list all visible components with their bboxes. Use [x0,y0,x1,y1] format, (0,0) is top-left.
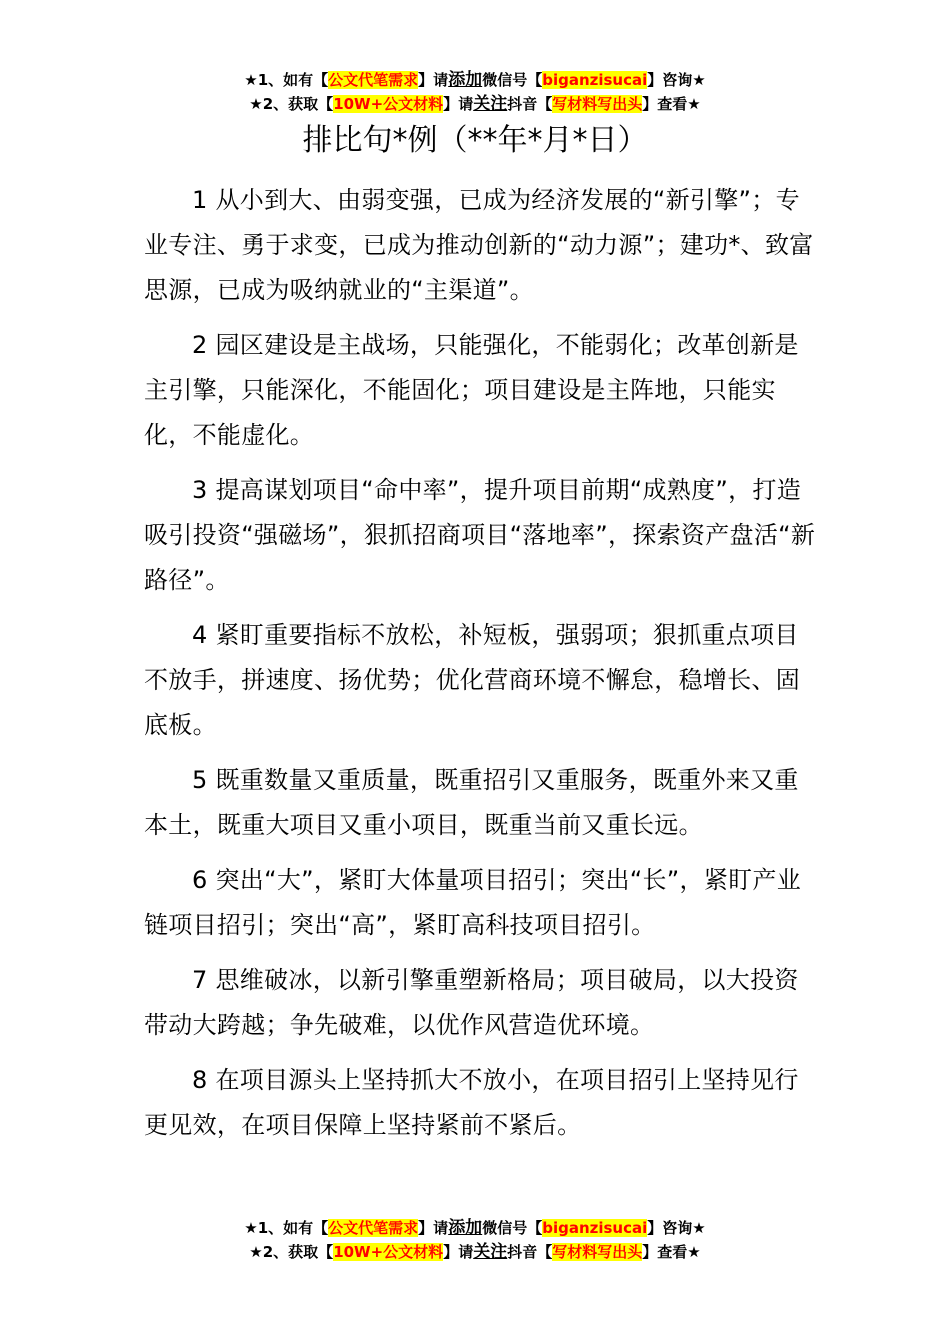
header-notice [0,68,950,116]
notice-line-1 [0,1216,950,1240]
paragraph-7: 7 思维破冰，以新引擎重塑新格局；项目破局，以大投资带动大跨越；争先破难，以优作风营造优环境。 [144,966,799,1039]
paragraph-4: 4 紧盯重要指标不放松，补短板，强弱项；狠抓重点项目不放手，拼速度、扬优势；优化营商环境不懈怠，稳增长、固底板。 [144,621,801,739]
notice-text: 】请 [418,71,449,89]
paragraph-1: 1 从小到大、由弱变强，已成为经济发展的“新引擎”；专业专注、勇于求变，已成为推动创新的“动力源”；建功*、致富思源，已成为吸纳就业的“主渠道”。 [144,186,814,304]
notice-highlight: 10W+公文材料 [333,95,444,113]
notice-text: 微信号【 [482,71,543,89]
notice-text: 】咨询★ [647,71,706,89]
notice-highlight: 写材料写出头 [552,95,643,113]
notice-line-1 [0,68,950,92]
notice-text: ★1、如有【 [244,71,329,89]
notice-text: 抖音【 [507,95,553,113]
notice-highlight: biganzisucai [542,1219,648,1237]
paragraph-8: 8 在项目源头上坚持抓大不放小，在项目招引上坚持见行更见效，在项目保障上坚持紧前不紧后。 [144,1066,799,1139]
footer-notice [0,1216,950,1264]
notice-text: ★2、获取【 [249,1243,334,1261]
notice-highlight: 公文代笔需求 [328,71,419,89]
notice-text: 】咨询★ [647,1219,706,1237]
notice-emphasis: 关注 [473,1242,508,1262]
notice-text: 】请 [443,95,474,113]
notice-text: ★1、如有【 [244,1219,329,1237]
notice-text: ★2、获取【 [249,95,334,113]
notice-highlight: 写材料写出头 [552,1243,643,1261]
notice-line-2 [0,92,950,116]
page-title: 排比句*例（**年*月*日） [302,123,648,158]
notice-highlight: 10W+公文材料 [333,1243,444,1261]
notice-text: 抖音【 [507,1243,553,1261]
notice-text: 】请 [418,1219,449,1237]
notice-text: 微信号【 [482,1219,543,1237]
paragraph-2: 2 园区建设是主战场，只能强化，不能弱化；改革创新是主引擎，只能深化，不能固化；项目建设是主阵地，只能实化，不能虚化。 [144,331,799,449]
notice-emphasis: 添加 [448,70,483,90]
paragraph-6: 6 突出“大”，紧盯大体量项目招引；突出“长”，紧盯产业链项目招引；突出“高”，紧盯高科技项目招引。 [144,866,802,939]
notice-highlight: 公文代笔需求 [328,1219,419,1237]
notice-emphasis: 添加 [448,1218,483,1238]
paragraph-5: 5 既重数量又重质量，既重招引又重服务，既重外来又重本土，既重大项目又重小项目，既重当前又重长远。 [144,766,799,839]
notice-highlight: biganzisucai [542,71,648,89]
document-body [144,178,820,1158]
paragraph-3: 3 提高谋划项目“命中率”，提升项目前期“成熟度”，打造吸引投资“强磁场”，狠抓招商项目“落地率”，探索资产盘活“新路径”。 [144,476,816,594]
notice-emphasis: 关注 [473,94,508,114]
notice-line-2 [0,1240,950,1264]
notice-text: 】查看★ [642,95,701,113]
notice-text: 】请 [443,1243,474,1261]
notice-text: 】查看★ [642,1243,701,1261]
